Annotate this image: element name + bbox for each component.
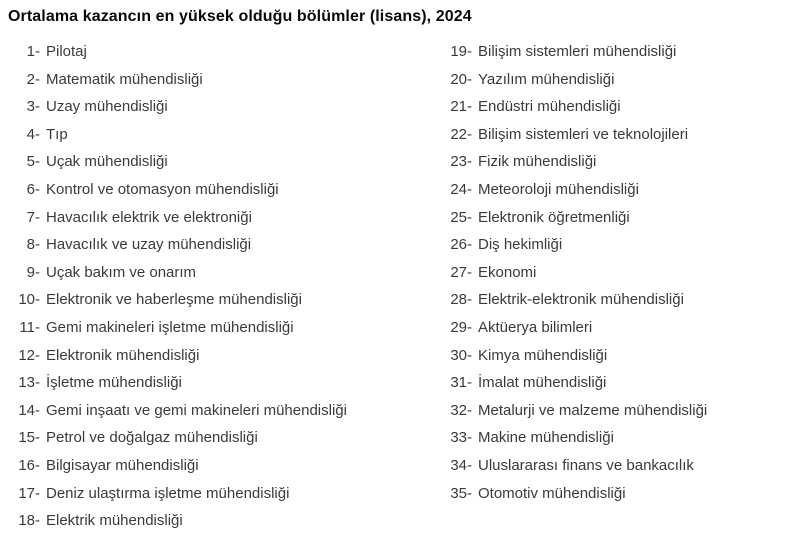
item-label: Gemi inşaatı ve gemi makineleri mühendisliği — [46, 401, 347, 419]
item-label: Makine mühendisliği — [478, 429, 614, 447]
item-label: Endüstri mühendisliği — [478, 98, 621, 116]
item-label: Kimya mühendisliği — [478, 346, 608, 364]
item-label: İşletme mühendisliği — [46, 374, 182, 392]
list-item — [432, 480, 707, 508]
list-item — [0, 369, 347, 397]
item-label: Elektronik ve haberleşme mühendisliği — [46, 291, 302, 309]
item-label: Uzay mühendisliği — [46, 98, 168, 116]
item-rank: 34- — [450, 456, 472, 474]
item-rank: 2- — [26, 70, 40, 88]
item-label: Matematik mühendisliği — [46, 70, 203, 88]
list-item — [0, 66, 347, 94]
item-rank: 4- — [26, 125, 40, 143]
item-label: Fizik mühendisliği — [478, 153, 597, 171]
item-label: Havacılık elektrik ve elektroniği — [46, 208, 252, 226]
item-label: Petrol ve doğalgaz mühendisliği — [46, 429, 258, 447]
list-item — [0, 480, 347, 508]
department-list-column-left — [0, 38, 347, 535]
item-label: Otomotiv mühendisliği — [478, 484, 626, 502]
list-item — [432, 176, 707, 204]
list-item — [0, 38, 347, 66]
item-rank: 26- — [450, 236, 472, 254]
list-item — [0, 286, 347, 314]
list-item — [432, 286, 707, 314]
item-label: Gemi makineleri işletme mühendisliği — [46, 318, 294, 336]
item-rank: 12- — [18, 346, 40, 364]
list-item — [0, 93, 347, 121]
item-label: Elektrik-elektronik mühendisliği — [478, 291, 684, 309]
item-label: İmalat mühendisliği — [478, 374, 607, 392]
item-rank: 21- — [450, 98, 472, 116]
list-item — [0, 148, 347, 176]
item-rank: 31- — [450, 374, 472, 392]
item-rank: 9- — [26, 263, 40, 281]
item-label: Meteoroloji mühendisliği — [478, 180, 639, 198]
list-item — [0, 314, 347, 342]
item-rank: 29- — [450, 318, 472, 336]
item-rank: 1- — [26, 43, 40, 60]
item-rank: 33- — [450, 429, 472, 447]
item-rank: 23- — [450, 153, 472, 171]
item-rank: 28- — [450, 291, 472, 309]
list-item — [432, 259, 707, 287]
item-rank: 19- — [450, 43, 472, 60]
item-rank: 3- — [26, 98, 40, 116]
list-item — [0, 231, 347, 259]
list-item — [432, 38, 707, 66]
list-item — [432, 314, 707, 342]
item-label: Havacılık ve uzay mühendisliği — [46, 236, 252, 254]
item-label: Bilgisayar mühendisliği — [46, 456, 199, 474]
list-item — [0, 176, 347, 204]
item-label: Uluslararası finans ve bankacılık — [478, 456, 694, 474]
list-item — [0, 507, 347, 535]
list-item — [432, 121, 707, 149]
department-list-column-right — [432, 38, 707, 507]
list-item — [432, 231, 707, 259]
item-label: Bilişim sistemleri ve teknolojileri — [478, 125, 689, 143]
item-rank: 10- — [18, 291, 40, 309]
item-rank: 25- — [450, 208, 472, 226]
item-label: Tıp — [46, 125, 68, 143]
list-item — [432, 93, 707, 121]
item-label: Uçak mühendisliği — [46, 153, 168, 171]
list-item — [432, 369, 707, 397]
item-rank: 20- — [450, 70, 472, 88]
item-rank: 17- — [18, 484, 40, 502]
list-item — [432, 148, 707, 176]
list-item — [432, 342, 707, 370]
item-label: Deniz ulaştırma işletme mühendisliği — [46, 484, 290, 502]
list-item — [0, 342, 347, 370]
item-rank: 32- — [450, 401, 472, 419]
item-rank: 8- — [26, 236, 40, 254]
item-rank: 7- — [26, 208, 40, 226]
item-rank: 18- — [18, 512, 40, 530]
item-label: Elektronik mühendisliği — [46, 346, 200, 364]
item-label: Pilotaj — [46, 43, 87, 60]
item-rank: 5- — [26, 153, 40, 171]
item-label: Diş hekimliği — [478, 236, 563, 254]
list-item — [432, 452, 707, 480]
item-rank: 15- — [18, 429, 40, 447]
list-item — [0, 452, 347, 480]
item-label: Metalurji ve malzeme mühendisliği — [478, 401, 708, 419]
page-title: Ortalama kazancın en yüksek olduğu bölümler (lisans), 2024 — [8, 8, 472, 25]
list-item — [0, 424, 347, 452]
item-label: Elektrik mühendisliği — [46, 512, 183, 530]
item-label: Aktüerya bilimleri — [478, 318, 593, 336]
list-item — [0, 121, 347, 149]
item-rank: 22- — [450, 125, 472, 143]
item-label: Elektronik öğretmenliği — [478, 208, 630, 226]
item-rank: 35- — [450, 484, 472, 502]
list-item — [0, 397, 347, 425]
list-item — [0, 259, 347, 287]
list-item — [432, 424, 707, 452]
list-item — [432, 397, 707, 425]
list-item — [0, 204, 347, 232]
list-item — [432, 66, 707, 94]
item-rank: 6- — [26, 180, 40, 198]
item-label: Yazılım mühendisliği — [478, 70, 615, 88]
item-label: Uçak bakım ve onarım — [46, 263, 197, 281]
item-label: Ekonomi — [478, 263, 537, 281]
item-rank: 30- — [450, 346, 472, 364]
item-rank: 16- — [18, 456, 40, 474]
item-label: Bilişim sistemleri mühendisliği — [478, 43, 677, 60]
list-item — [432, 204, 707, 232]
item-rank: 13- — [18, 374, 40, 392]
item-rank: 24- — [450, 180, 472, 198]
item-rank: 11- — [19, 318, 40, 336]
item-label: Kontrol ve otomasyon mühendisliği — [46, 180, 279, 198]
item-rank: 14- — [18, 401, 40, 419]
item-rank: 27- — [450, 263, 472, 281]
